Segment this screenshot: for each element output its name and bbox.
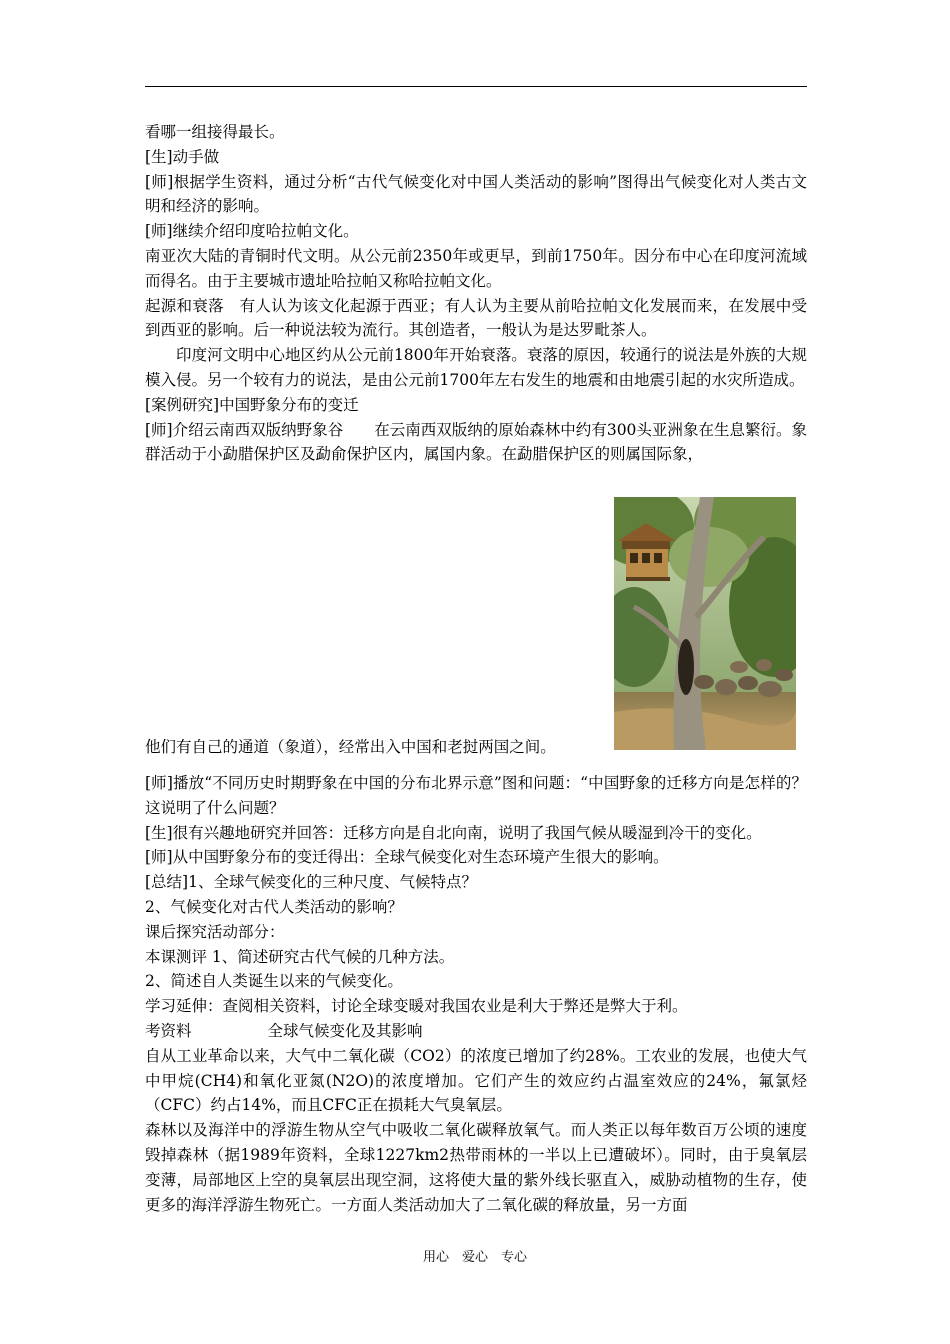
- elephant-valley-photo: [614, 497, 796, 750]
- page-footer: 用心 爱心 专心: [422, 1250, 527, 1265]
- paragraph: [师]继续介绍印度哈拉帕文化。: [145, 222, 359, 241]
- reference-heading: [145, 1019, 807, 1044]
- paragraph: [案例研究]中国野象分布的变迁: [145, 395, 359, 414]
- reference-label: 考资料: [145, 1021, 192, 1040]
- paragraph: 课后探究活动部分：: [145, 922, 285, 941]
- paragraph: [生]动手做: [145, 147, 220, 166]
- paragraph: 学习延伸：查阅相关资料，讨论全球变暖对我国农业是利大于弊还是弊大于利。: [145, 997, 688, 1016]
- paragraph: 自从工业革命以来，大气中二氧化碳（CO2）的浓度已增加了约28%。工农业的发展，也使大气中甲烷(CH4)和氧化亚氮(N2O)的浓度增加。它们产生的效应约占温室效应的24%，氟氯烃（CFC）约占14%，而且CFC正在损耗大气臭氧层。: [145, 1046, 807, 1115]
- photo-caption-line: 他们有自己的通道（象道），经常出入中国和老挝两国之间。: [145, 738, 556, 756]
- paragraph: 南亚次大陆的青铜时代文明。从公元前2350年或更早，到前1750年。因分布中心在印度河流域而得名。由于主要城市遗址哈拉帕又称哈拉帕文化。: [145, 246, 807, 290]
- paragraph: 起源和衰落 有人认为该文化起源于西亚；有人认为主要从前哈拉帕文化发展而来，在发展中受到西亚的影响。后一种说法较为流行。其创造者，一般认为是达罗毗茶人。: [145, 296, 807, 340]
- paragraph: [总结]1、全球气候变化的三种尺度、气候特点？: [145, 873, 477, 892]
- reference-title: 全球气候变化及其影响: [267, 1021, 423, 1040]
- paragraph: [师]介绍云南西双版纳野象谷 在云南西双版纳的原始森林中约有300头亚洲象在生息繁衍。象 群活动于小勐腊保护区及勐俞保护区内，属国内象。在勐腊保护区的则属国际象，: [145, 420, 823, 464]
- paragraph: 森林以及海洋中的浮游生物从空气中吸收二氧化碳释放氧气。而人类正以每年数百万公顷的速度毁掉森林（据1989年资料，全球1227km2热带雨林的一半以上已遭破坏）。同时，由于臭氧层变薄，局部地区上空的臭氧层出现空洞，这将使大量的紫外线长驱直入，威胁动植物的生存，使更多的海洋浮游生物死亡。一方面人类活动加大了二氧化碳的释放量，另一方面: [145, 1121, 807, 1214]
- paragraph: [生]很有兴趣地研究并回答：迁移方向是自北向南，说明了我国气候从暖湿到冷干的变化。: [145, 823, 762, 842]
- paragraph: 看哪一组接得最长。: [145, 123, 285, 141]
- paragraph: 本课测评 1、简述研究古代气候的几种方法。: [145, 947, 455, 966]
- paragraph: 2、气候变化对古代人类活动的影响？: [145, 897, 403, 916]
- treehouse-elephants-image: [614, 497, 796, 750]
- paragraph: [师]从中国野象分布的变迁得出：全球气候变化对生态环境产生很大的影响。: [145, 848, 669, 867]
- paragraph: 2、简述自人类诞生以来的气候变化。: [145, 972, 403, 991]
- paragraph: [师]播放“不同历史时期野象在中国的分布北界示意”图和问题：“中国野象的迁移方向是怎样的？这说明了什么问题？: [145, 774, 807, 817]
- body-text-top: [145, 120, 823, 467]
- paragraph: [师]根据学生资料，通过分析“古代气候变化对中国人类活动的影响”图得出气候变化对人类古文明和经济的影响。: [145, 172, 807, 216]
- header-rule: [145, 86, 807, 87]
- body-text-bottom: [145, 771, 807, 1217]
- paragraph: 印度河文明中心地区约从公元前1800年开始衰落。衰落的原因，较通行的说法是外族的大规模入侵。另一个较有力的说法，是由公元前1700年左右发生的地震和由地震引起的水灾所造成。: [145, 346, 807, 389]
